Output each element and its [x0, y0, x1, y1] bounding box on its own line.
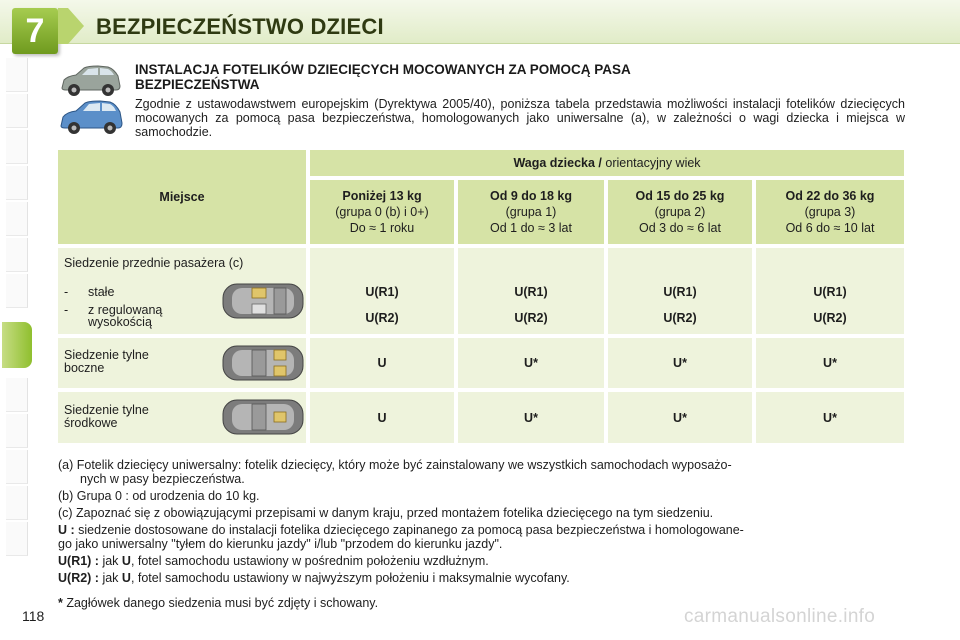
page-number: 118: [22, 608, 45, 624]
value: U*: [524, 356, 538, 370]
chapter-tab[interactable]: [6, 522, 28, 556]
footnote-key: U(R2) :: [58, 571, 99, 585]
chapter-tab-arrow-icon: [58, 8, 84, 54]
footnote-u: [58, 523, 906, 537]
footnote-text: , fotel samochodu ustawiony w najwyższym położeniu i maksymalnie wycofany.: [130, 571, 570, 585]
section-title-line: INSTALACJA FOTELIKÓW DZIECIĘCYCH MOCOWANYCH ZA POMOCĄ PASA: [135, 62, 631, 77]
chapter-tab[interactable]: [6, 450, 28, 484]
value-adjustable: U(R2): [365, 311, 399, 325]
value-cell: [608, 248, 752, 334]
row-label: środkowe: [64, 416, 118, 430]
chapter-tab-active[interactable]: [2, 322, 32, 368]
child-seat-table: [58, 150, 904, 443]
value-cell: [310, 392, 454, 443]
group-weight: Poniżej 13 kg: [342, 189, 422, 203]
section-title: [135, 62, 855, 92]
value-cell: [756, 392, 904, 443]
chapter-badge: [12, 8, 58, 54]
value-cell: [458, 392, 604, 443]
value-cell: [458, 338, 604, 388]
group-number: (grupa 1): [505, 205, 557, 219]
chapter-tab[interactable]: [6, 94, 28, 128]
chapter-number: 7: [25, 12, 45, 50]
value-fixed: U(R1): [813, 285, 847, 299]
value-adjustable: U(R2): [813, 311, 847, 325]
chapter-tab[interactable]: [6, 378, 28, 412]
value-fixed: U(R1): [663, 285, 697, 299]
group-number: (grupa 0 (b) i 0+): [335, 205, 429, 219]
chapter-tabs: [0, 58, 34, 578]
value: U*: [673, 410, 687, 425]
footnote-key: U(R1) :: [58, 554, 99, 568]
value: U*: [823, 356, 837, 370]
value-fixed: U(R1): [365, 285, 399, 299]
footnote-text: jak: [98, 554, 122, 568]
footnote-a-cont: nych w pasy bezpieczeństwa.: [80, 472, 245, 486]
chapter-tab[interactable]: [6, 166, 28, 200]
footnote-text: jak: [98, 571, 122, 585]
value-adjustable: U(R2): [663, 311, 697, 325]
group-number: (grupa 2): [654, 205, 706, 219]
footnote-text: Zagłówek danego siedzenia musi być zdjęty i schowany.: [62, 596, 379, 610]
value: U: [377, 410, 387, 425]
value: U: [377, 356, 387, 370]
group-age: Od 1 do ≈ 3 lat: [490, 221, 572, 235]
row-label-cell-front: [58, 248, 306, 334]
footnote-u-cont: go jako uniwersalny "tyłem do kierunku jazdy" i/lub "przodem do kierunku jazdy".: [58, 537, 503, 551]
group-age: Od 3 do ≈ 6 lat: [639, 221, 721, 235]
footnote-c: (c) Zapoznać się z obowiązującymi przepisami w danym kraju, przed montażem fotelika dziecięcego na tym siedzeniu.: [58, 506, 714, 520]
footnote-b: (b) Grupa 0 : od urodzenia do 10 kg.: [58, 489, 260, 503]
value-cell: [608, 392, 752, 443]
group-age: Do ≈ 1 roku: [349, 221, 415, 235]
footnote-ur2: [58, 571, 906, 585]
row-label: boczne: [64, 361, 105, 375]
intro-paragraph: Zgodnie z ustawodawstwem europejskim (Dyrektywa 2005/40), poniższa tabela przedstawia możliwości instalacji fotelików dziecięcych mocowanych za pomocą pasa bezpieczeństwa, homologowanych jako uniwersalne (a), w zależności o wagi dziecka i miejsca w samochodzie.: [135, 97, 905, 139]
seat-diagram-icon: [222, 282, 304, 320]
group-weight: Od 22 do 36 kg: [785, 189, 875, 203]
section-title-line: BEZPIECZEŃSTWA: [135, 77, 260, 92]
group-weight: Od 9 do 18 kg: [490, 189, 572, 203]
row-label-cell-rear-center: [58, 392, 306, 443]
footnote-ur1: [58, 554, 906, 568]
chapter-tab[interactable]: [6, 486, 28, 520]
row-dash: -: [64, 303, 69, 317]
weight-header-sub: orientacyjny wiek: [601, 156, 701, 170]
place-header-cell: [58, 150, 306, 244]
chapter-tab[interactable]: [6, 238, 28, 272]
value: U*: [823, 410, 837, 425]
car-blue-icon: [58, 100, 124, 136]
footnote-key: *: [58, 596, 63, 610]
row-label: Siedzenie tylne: [64, 403, 149, 417]
value-cell: [458, 248, 604, 334]
row-label-cell-rear-side: [58, 338, 306, 388]
watermark: carmanualsonline.info: [684, 606, 876, 627]
value-cell: [608, 338, 752, 388]
value-cell: [756, 338, 904, 388]
value: U*: [673, 356, 687, 370]
weight-header: Waga dziecka /: [513, 156, 602, 170]
group-weight: Od 15 do 25 kg: [635, 189, 725, 203]
chapter-tab[interactable]: [6, 202, 28, 236]
row-sublabel: z regulowaną: [88, 303, 163, 317]
chapter-tab[interactable]: [6, 58, 28, 92]
value-cell: [310, 248, 454, 334]
footnote-text: siedzenie dostosowane do instalacji fotelika dziecięcego zapinanego za pomocą pasa bezpieczeństwa i homologowane-: [74, 523, 744, 537]
footnote-key: U: [121, 554, 131, 568]
group-header-cell: [458, 180, 604, 244]
row-label: Siedzenie tylne: [64, 348, 149, 362]
footnote-a: (a) Fotelik dziecięcy uniwersalny: fotelik dziecięcy, który może być zainstalowany we wszystkich samochodach wyposażo-: [58, 458, 732, 472]
group-age: Od 6 do ≈ 10 lat: [785, 221, 875, 235]
row-label: Siedzenie przednie pasażera (c): [64, 256, 244, 270]
footnote-key: U: [121, 571, 131, 585]
group-number: (grupa 3): [804, 205, 856, 219]
row-dash: -: [64, 285, 69, 299]
chapter-tab[interactable]: [6, 130, 28, 164]
group-header-cell: [608, 180, 752, 244]
value-cell: [310, 338, 454, 388]
chapter-tab[interactable]: [6, 274, 28, 308]
value-cell: [756, 248, 904, 334]
seat-diagram-icon: [222, 398, 304, 436]
value-adjustable: U(R2): [514, 311, 548, 325]
row-sublabel: wysokością: [88, 315, 152, 329]
weight-header-cell: [310, 150, 904, 176]
car-grey-icon: [58, 64, 122, 98]
place-header: Miejsce: [159, 190, 205, 204]
chapter-tab[interactable]: [6, 414, 28, 448]
group-header-cell: [756, 180, 904, 244]
value-fixed: U(R1): [514, 285, 548, 299]
value: U*: [524, 410, 538, 425]
footnote-key: U :: [58, 523, 75, 537]
row-sublabel: stałe: [88, 285, 115, 299]
group-header-cell: [310, 180, 454, 244]
seat-diagram-icon: [222, 344, 304, 382]
footnote-text: , fotel samochodu ustawiony w pośrednim położeniu wzdłużnym.: [130, 554, 489, 568]
page-title: BEZPIECZEŃSTWO DZIECI: [96, 14, 384, 39]
